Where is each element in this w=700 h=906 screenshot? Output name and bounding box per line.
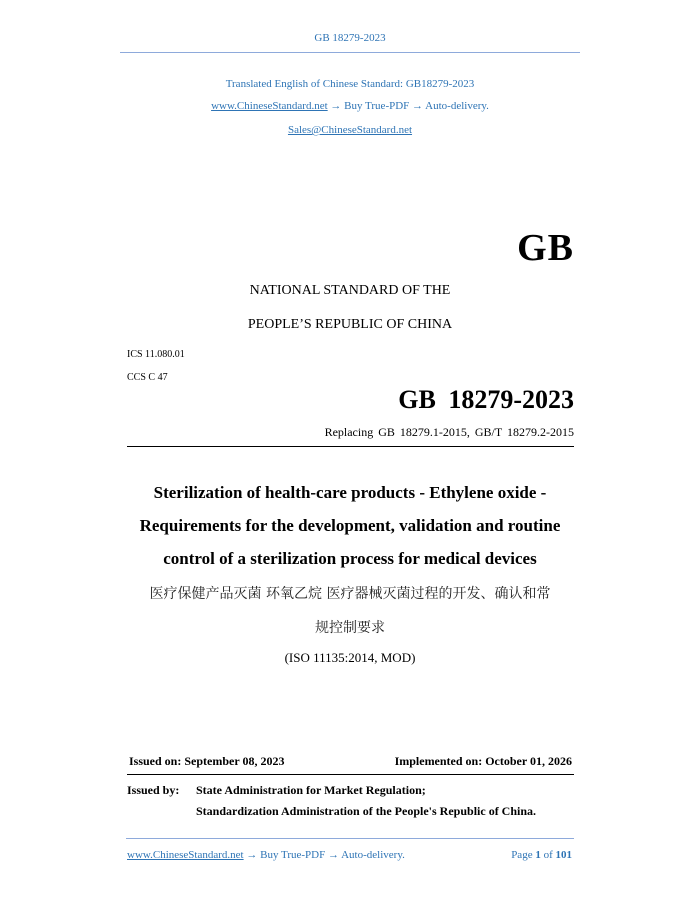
- title-line-3: control of a sterilization process for medical devices: [163, 549, 537, 568]
- issuer-line-1: State Administration for Market Regulation;: [196, 783, 426, 797]
- promo-email-line: [0, 124, 700, 136]
- footer-site-link[interactable]: www.ChineseStandard.net: [127, 849, 244, 861]
- footer-divider: [126, 838, 574, 839]
- promo-email-link[interactable]: Sales@ChineseStandard.net: [287, 124, 413, 136]
- dates-divider: [127, 774, 574, 775]
- issued-by-label: Issued by:: [127, 783, 180, 797]
- promo-purchase-line: [0, 100, 700, 112]
- replacing-standards: Replacing GB 18279.1-2015, GB/T 18279.2-2015: [324, 425, 574, 439]
- page-label: Page: [511, 849, 533, 861]
- total-pages: 101: [555, 849, 572, 861]
- dates-row: [127, 754, 574, 774]
- standard-number: GB 18279-2023: [398, 385, 574, 414]
- promo-site-link[interactable]: www.ChineseStandard.net: [211, 100, 328, 112]
- promo-translation-line: Translated English of Chinese Standard: GB18279-2023: [225, 78, 475, 90]
- chinese-title-line-1: 医疗保健产品灭菌 环氧乙烷 医疗器械灭菌过程的开发、确认和常: [149, 586, 551, 602]
- iso-reference: (ISO 11135:2014, MOD): [284, 650, 416, 665]
- chinese-title-line-2: 规控制要求: [315, 620, 385, 636]
- page-number: 1: [535, 849, 541, 861]
- national-standard-line-1: NATIONAL STANDARD OF THE: [249, 283, 451, 298]
- ccs-code: CCS C 47: [127, 372, 168, 383]
- promo-purchase-text: → Buy True-PDF → Auto-delivery.: [327, 100, 489, 112]
- issued-on-date: Issued on: September 08, 2023: [129, 754, 285, 768]
- header-divider: [120, 52, 580, 53]
- gb-logo: GB: [517, 227, 574, 269]
- national-standard-line-2: PEOPLE’S REPUBLIC OF CHINA: [247, 317, 453, 332]
- implemented-on-date: Implemented on: October 01, 2026: [394, 754, 572, 768]
- page-indicator: [511, 849, 572, 861]
- ics-code: ICS 11.080.01: [127, 349, 185, 360]
- title-line-2: Requirements for the development, validation and routine: [139, 516, 561, 535]
- header-standard-code: GB 18279-2023: [314, 32, 386, 44]
- issuer-line-2: Standardization Administration of the People's Republic of China.: [196, 804, 537, 818]
- of-label: of: [543, 849, 553, 861]
- title-line-1: Sterilization of health-care products - Ethylene oxide -: [153, 483, 547, 502]
- standard-divider: [127, 446, 574, 447]
- footer-purchase-line: [127, 849, 405, 861]
- footer-purchase-text: → Buy True-PDF → Auto-delivery.: [243, 849, 405, 861]
